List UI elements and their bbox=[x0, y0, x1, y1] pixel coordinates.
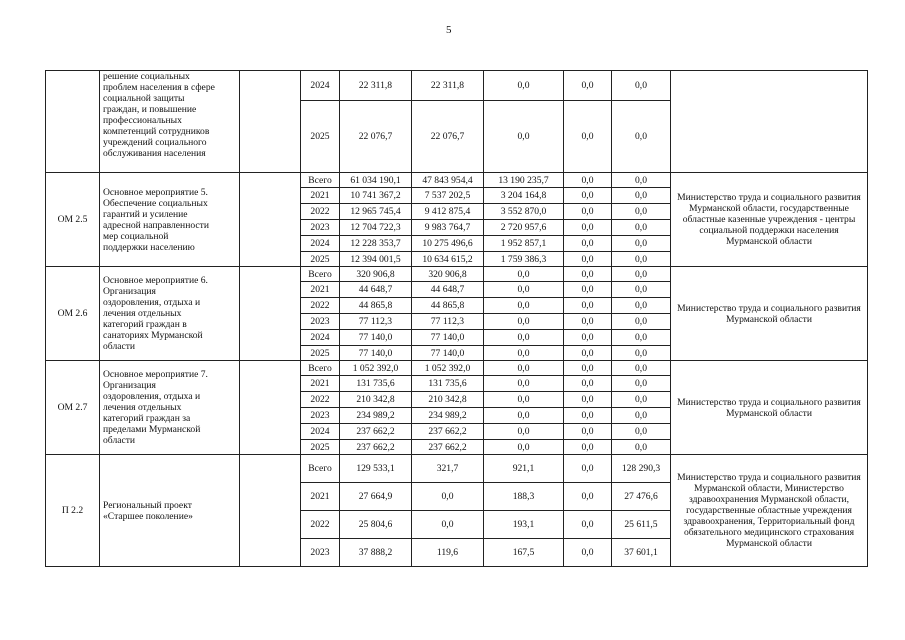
measure-name: Региональный проект «Старшее поколение» bbox=[100, 455, 240, 567]
value-col2: 0,0 bbox=[484, 282, 564, 298]
value-total: 129 533,1 bbox=[340, 455, 412, 483]
value-total: 77 140,0 bbox=[340, 346, 412, 361]
measure-code: ОМ 2.6 bbox=[46, 267, 100, 361]
value-col2: 0,0 bbox=[484, 361, 564, 376]
value-col3: 0,0 bbox=[564, 298, 612, 314]
year-cell: 2023 bbox=[301, 314, 340, 330]
measure-name: решение социальных проблем населения в сфере социальной защиты граждан, и повышение профессиональных компетенций сотрудников учреждений социального обслуживания населения bbox=[100, 71, 240, 173]
value-total: 1 052 392,0 bbox=[340, 361, 412, 376]
value-col1: 77 112,3 bbox=[412, 314, 484, 330]
empty-cell bbox=[240, 361, 301, 455]
value-col4: 0,0 bbox=[612, 346, 671, 361]
value-total: 210 342,8 bbox=[340, 392, 412, 408]
value-col2: 0,0 bbox=[484, 392, 564, 408]
value-col4: 0,0 bbox=[612, 267, 671, 282]
value-col1: 44 865,8 bbox=[412, 298, 484, 314]
table-row bbox=[46, 455, 868, 483]
value-col1: 0,0 bbox=[412, 483, 484, 511]
value-col4: 0,0 bbox=[612, 408, 671, 424]
value-col2: 0,0 bbox=[484, 346, 564, 361]
table-row bbox=[46, 267, 868, 282]
value-col4: 0,0 bbox=[612, 252, 671, 267]
executor-cell: Министерство труда и социального развития Мурманской области, государственные областные казенные учреждения - центры социальной поддержки населения Мурманской области bbox=[671, 173, 868, 267]
value-total: 77 140,0 bbox=[340, 330, 412, 346]
value-col1: 321,7 bbox=[412, 455, 484, 483]
value-col2: 1 952 857,1 bbox=[484, 236, 564, 252]
value-col1: 9 983 764,7 bbox=[412, 220, 484, 236]
value-col3: 0,0 bbox=[564, 346, 612, 361]
year-cell: 2024 bbox=[301, 71, 340, 101]
value-col4: 0,0 bbox=[612, 101, 671, 173]
value-col4: 0,0 bbox=[612, 236, 671, 252]
year-cell: 2025 bbox=[301, 346, 340, 361]
value-col3: 0,0 bbox=[564, 71, 612, 101]
value-col2: 0,0 bbox=[484, 314, 564, 330]
value-total: 237 662,2 bbox=[340, 440, 412, 455]
value-total: 12 228 353,7 bbox=[340, 236, 412, 252]
value-col4: 0,0 bbox=[612, 392, 671, 408]
year-cell: 2025 bbox=[301, 440, 340, 455]
value-total: 12 394 001,5 bbox=[340, 252, 412, 267]
value-col3: 0,0 bbox=[564, 376, 612, 392]
value-col3: 0,0 bbox=[564, 314, 612, 330]
value-col3: 0,0 bbox=[564, 236, 612, 252]
value-col3: 0,0 bbox=[564, 361, 612, 376]
year-cell: 2021 bbox=[301, 376, 340, 392]
measure-name: Основное мероприятие 6. Организация оздоровления, отдыха и лечения отдельных категорий граждан в санаториях Мурманской области bbox=[100, 267, 240, 361]
value-col2: 193,1 bbox=[484, 511, 564, 539]
year-cell: 2021 bbox=[301, 282, 340, 298]
value-col2: 0,0 bbox=[484, 440, 564, 455]
measure-name: Основное мероприятие 5. Обеспечение социальных гарантий и усиление адресной направленности мер социальной поддержки населению bbox=[100, 173, 240, 267]
value-total: 44 865,8 bbox=[340, 298, 412, 314]
value-col3: 0,0 bbox=[564, 204, 612, 220]
value-col1: 119,6 bbox=[412, 539, 484, 567]
value-col1: 234 989,2 bbox=[412, 408, 484, 424]
value-col1: 22 311,8 bbox=[412, 71, 484, 101]
value-col1: 210 342,8 bbox=[412, 392, 484, 408]
value-col1: 320 906,8 bbox=[412, 267, 484, 282]
value-col2: 2 720 957,6 bbox=[484, 220, 564, 236]
value-col3: 0,0 bbox=[564, 220, 612, 236]
value-col4: 0,0 bbox=[612, 424, 671, 440]
executor-cell: Министерство труда и социального развития Мурманской области, Министерство здравоохранения Мурманской области, государственные областные учреждения здравоохранения, Территориальный фонд обязательного медицинского страхования Мурманской области bbox=[671, 455, 868, 567]
year-cell: 2024 bbox=[301, 424, 340, 440]
value-col4: 0,0 bbox=[612, 173, 671, 188]
year-cell: 2025 bbox=[301, 101, 340, 173]
value-col4: 0,0 bbox=[612, 376, 671, 392]
year-cell: 2023 bbox=[301, 408, 340, 424]
value-total: 12 965 745,4 bbox=[340, 204, 412, 220]
code-cell bbox=[46, 71, 100, 173]
value-col2: 3 552 870,0 bbox=[484, 204, 564, 220]
value-total: 131 735,6 bbox=[340, 376, 412, 392]
value-col4: 0,0 bbox=[612, 220, 671, 236]
value-col1: 237 662,2 bbox=[412, 424, 484, 440]
value-col2: 188,3 bbox=[484, 483, 564, 511]
year-cell: Всего bbox=[301, 267, 340, 282]
year-cell: 2022 bbox=[301, 511, 340, 539]
value-col4: 0,0 bbox=[612, 361, 671, 376]
value-col2: 0,0 bbox=[484, 376, 564, 392]
value-col2: 0,0 bbox=[484, 424, 564, 440]
value-col1: 131 735,6 bbox=[412, 376, 484, 392]
value-col4: 0,0 bbox=[612, 314, 671, 330]
executor-cell: Министерство труда и социального развития Мурманской области bbox=[671, 361, 868, 455]
value-col4: 0,0 bbox=[612, 71, 671, 101]
value-col1: 0,0 bbox=[412, 511, 484, 539]
value-col1: 10 275 496,6 bbox=[412, 236, 484, 252]
value-col1: 77 140,0 bbox=[412, 330, 484, 346]
year-cell: 2022 bbox=[301, 298, 340, 314]
value-col1: 7 537 202,5 bbox=[412, 188, 484, 204]
value-col3: 0,0 bbox=[564, 252, 612, 267]
table-row bbox=[46, 173, 868, 188]
value-col3: 0,0 bbox=[564, 440, 612, 455]
year-cell: Всего bbox=[301, 173, 340, 188]
year-cell: 2022 bbox=[301, 392, 340, 408]
value-col1: 47 843 954,4 bbox=[412, 173, 484, 188]
value-col2: 0,0 bbox=[484, 101, 564, 173]
value-total: 22 076,7 bbox=[340, 101, 412, 173]
year-cell: 2025 bbox=[301, 252, 340, 267]
value-col4: 25 611,5 bbox=[612, 511, 671, 539]
value-col1: 237 662,2 bbox=[412, 440, 484, 455]
year-cell: 2023 bbox=[301, 220, 340, 236]
executor-cell: Министерство труда и социального развития Мурманской области bbox=[671, 267, 868, 361]
year-cell: Всего bbox=[301, 361, 340, 376]
value-total: 12 704 722,3 bbox=[340, 220, 412, 236]
table-row bbox=[46, 361, 868, 376]
empty-cell bbox=[240, 267, 301, 361]
value-total: 237 662,2 bbox=[340, 424, 412, 440]
year-cell: 2021 bbox=[301, 483, 340, 511]
value-col3: 0,0 bbox=[564, 455, 612, 483]
value-total: 37 888,2 bbox=[340, 539, 412, 567]
value-col2: 0,0 bbox=[484, 330, 564, 346]
value-col4: 0,0 bbox=[612, 298, 671, 314]
value-total: 77 112,3 bbox=[340, 314, 412, 330]
value-col3: 0,0 bbox=[564, 267, 612, 282]
value-col3: 0,0 bbox=[564, 173, 612, 188]
value-total: 44 648,7 bbox=[340, 282, 412, 298]
value-total: 25 804,6 bbox=[340, 511, 412, 539]
table-row bbox=[46, 71, 868, 101]
value-col3: 0,0 bbox=[564, 424, 612, 440]
value-col3: 0,0 bbox=[564, 392, 612, 408]
year-cell: 2024 bbox=[301, 236, 340, 252]
value-col1: 77 140,0 bbox=[412, 346, 484, 361]
value-total: 10 741 367,2 bbox=[340, 188, 412, 204]
budget-table bbox=[45, 70, 868, 567]
year-cell: 2023 bbox=[301, 539, 340, 567]
value-col2: 0,0 bbox=[484, 267, 564, 282]
year-cell: 2021 bbox=[301, 188, 340, 204]
executor-cell bbox=[671, 71, 868, 173]
value-col1: 10 634 615,2 bbox=[412, 252, 484, 267]
value-col2: 167,5 bbox=[484, 539, 564, 567]
value-col1: 44 648,7 bbox=[412, 282, 484, 298]
page-number: 5 bbox=[446, 24, 452, 36]
value-col3: 0,0 bbox=[564, 483, 612, 511]
value-col1: 22 076,7 bbox=[412, 101, 484, 173]
value-col2: 921,1 bbox=[484, 455, 564, 483]
value-col4: 0,0 bbox=[612, 204, 671, 220]
value-col4: 0,0 bbox=[612, 330, 671, 346]
value-col2: 1 759 386,3 bbox=[484, 252, 564, 267]
value-col2: 0,0 bbox=[484, 298, 564, 314]
value-col4: 37 601,1 bbox=[612, 539, 671, 567]
empty-cell bbox=[240, 173, 301, 267]
value-col4: 128 290,3 bbox=[612, 455, 671, 483]
value-col4: 27 476,6 bbox=[612, 483, 671, 511]
value-col3: 0,0 bbox=[564, 539, 612, 567]
value-col4: 0,0 bbox=[612, 188, 671, 204]
measure-code: ОМ 2.7 bbox=[46, 361, 100, 455]
value-col2: 3 204 164,8 bbox=[484, 188, 564, 204]
value-col1: 1 052 392,0 bbox=[412, 361, 484, 376]
value-total: 61 034 190,1 bbox=[340, 173, 412, 188]
value-col3: 0,0 bbox=[564, 188, 612, 204]
value-col4: 0,0 bbox=[612, 440, 671, 455]
value-col1: 9 412 875,4 bbox=[412, 204, 484, 220]
value-col2: 13 190 235,7 bbox=[484, 173, 564, 188]
value-col3: 0,0 bbox=[564, 408, 612, 424]
year-cell: 2024 bbox=[301, 330, 340, 346]
value-col3: 0,0 bbox=[564, 511, 612, 539]
value-col3: 0,0 bbox=[564, 101, 612, 173]
value-total: 320 906,8 bbox=[340, 267, 412, 282]
measure-code: П 2.2 bbox=[46, 455, 100, 567]
year-cell: Всего bbox=[301, 455, 340, 483]
measure-code: ОМ 2.5 bbox=[46, 173, 100, 267]
year-cell: 2022 bbox=[301, 204, 340, 220]
empty-cell bbox=[240, 71, 301, 173]
empty-cell bbox=[240, 455, 301, 567]
value-total: 22 311,8 bbox=[340, 71, 412, 101]
value-col4: 0,0 bbox=[612, 282, 671, 298]
measure-name: Основное мероприятие 7. Организация оздоровления, отдыха и лечения отдельных категорий граждан за пределами Мурманской области bbox=[100, 361, 240, 455]
value-col3: 0,0 bbox=[564, 282, 612, 298]
value-total: 234 989,2 bbox=[340, 408, 412, 424]
value-col3: 0,0 bbox=[564, 330, 612, 346]
value-col2: 0,0 bbox=[484, 408, 564, 424]
value-col2: 0,0 bbox=[484, 71, 564, 101]
value-total: 27 664,9 bbox=[340, 483, 412, 511]
